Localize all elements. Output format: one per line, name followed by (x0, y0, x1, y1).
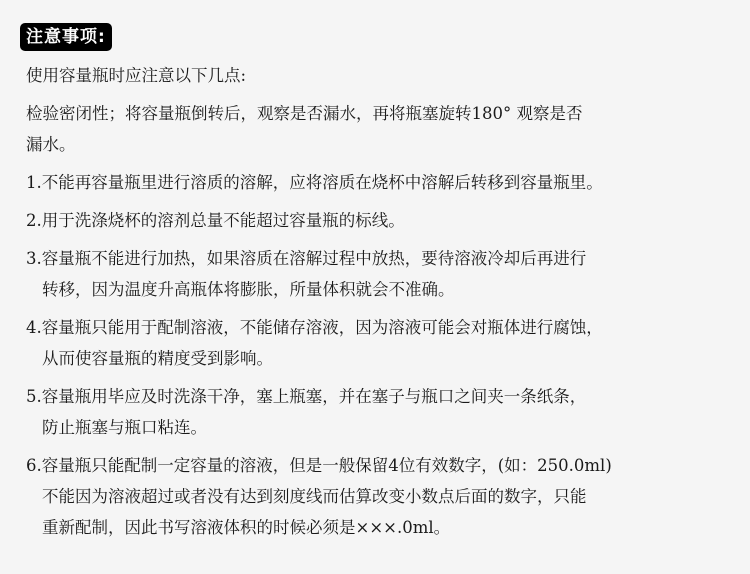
notice-item-5: 5.容量瓶用毕应及时洗涤干净，塞上瓶塞，并在塞子与瓶口之间夹一条纸条， (26, 387, 587, 406)
notice-title-badge: 注意事项: (20, 23, 112, 51)
notice-item-4-continuation: 从而使容量瓶的精度受到影响。 (42, 349, 273, 368)
notice-item-2: 2.用于洗涤烧杯的溶剂总量不能超过容量瓶的标线。 (26, 211, 405, 230)
notice-item-6: 6.容量瓶只能配制一定容量的溶液，但是一般保留4位有效数字，(如：250.0ml) (26, 456, 612, 475)
notice-item-3-continuation: 转移，因为温度升高瓶体将膨胀，所量体积就会不准确。 (42, 280, 455, 299)
notice-item-6-continuation: 不能因为溶液超过或者没有达到刻度线而估算改变小数点后面的数字，只能 (42, 487, 587, 506)
notice-item-3: 3.容量瓶不能进行加热，如果溶质在溶解过程中放热，要待溶液冷却后再进行 (26, 249, 587, 268)
notice-item-6-continuation: 重新配制，因此书写溶液体积的时候必须是×××.0ml。 (42, 518, 451, 537)
intro-line: 使用容量瓶时应注意以下几点: (26, 66, 247, 85)
notice-item-5-continuation: 防止瓶塞与瓶口粘连。 (42, 418, 207, 437)
notice-item-1: 1.不能再容量瓶里进行溶质的溶解，应将溶质在烧杯中溶解后转移到容量瓶里。 (26, 173, 603, 192)
notice-content (26, 60, 742, 543)
intro-line: 漏水。 (26, 135, 76, 154)
intro-line: 检验密闭性；将容量瓶倒转后，观察是否漏水，再将瓶塞旋转180° 观察是否 (26, 104, 583, 123)
notice-item-4: 4.容量瓶只能用于配制溶液，不能储存溶液，因为溶液可能会对瓶体进行腐蚀， (26, 318, 603, 337)
